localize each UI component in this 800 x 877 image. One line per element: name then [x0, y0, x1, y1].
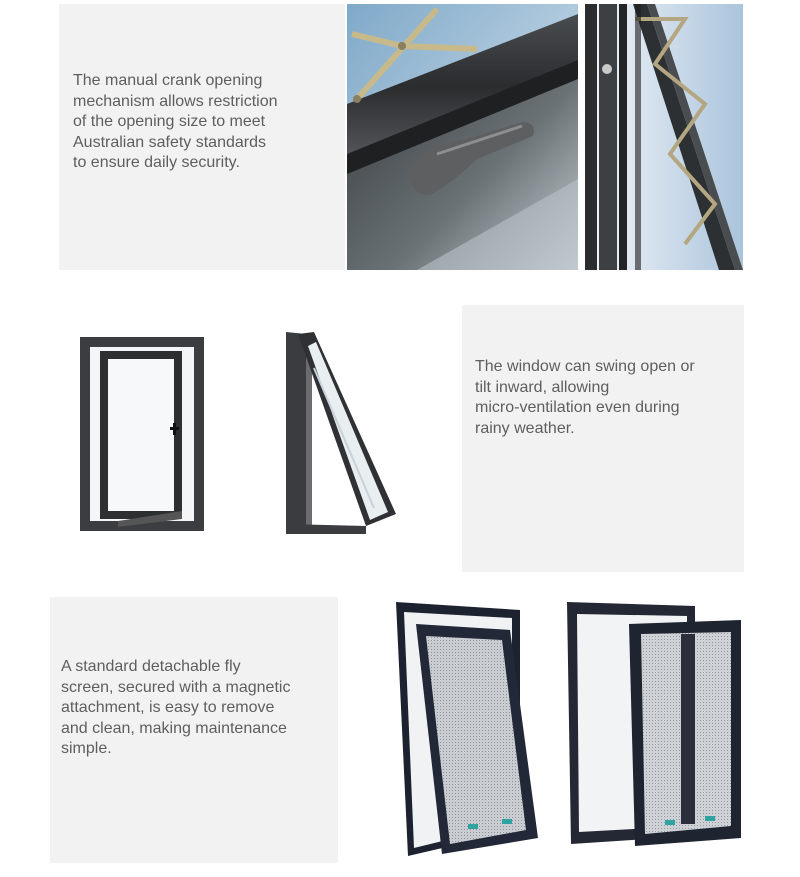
section-3-caption — [61, 657, 336, 760]
caption-line: tilt inward, allowing — [475, 378, 610, 396]
caption-line: of the opening size to meet — [73, 113, 266, 130]
fly-screen-removed-photo — [565, 600, 745, 850]
caption-line: rainy weather. — [475, 419, 575, 437]
caption-line: and clean, making maintenance — [61, 719, 287, 737]
caption-line: mechanism allows restriction — [73, 92, 278, 110]
caption-line: The manual crank opening — [73, 72, 263, 89]
caption-line: to ensure daily security. — [73, 154, 240, 171]
caption-line: Australian safety standards — [73, 133, 266, 151]
caption-line: A standard detachable fly — [61, 658, 241, 675]
section-1-text-panel — [59, 4, 345, 270]
caption-line: micro-ventilation even during — [475, 399, 680, 416]
fly-screen-installed-photo — [392, 598, 542, 860]
caption-line: attachment, is easy to remove — [61, 699, 275, 716]
section-2-text-panel — [462, 305, 744, 572]
caption-line: screen, secured with a magnetic — [61, 678, 291, 696]
awning-window-photo — [284, 328, 399, 538]
section-3-text-panel — [50, 597, 338, 863]
caption-line: simple. — [61, 740, 112, 757]
crank-handle-photo — [347, 4, 578, 270]
friction-stay-photo — [585, 4, 743, 270]
casement-window-photo — [78, 333, 206, 533]
caption-line: The window can swing open or — [475, 358, 695, 375]
section-2-caption — [475, 357, 740, 439]
section-1-caption — [73, 71, 338, 174]
